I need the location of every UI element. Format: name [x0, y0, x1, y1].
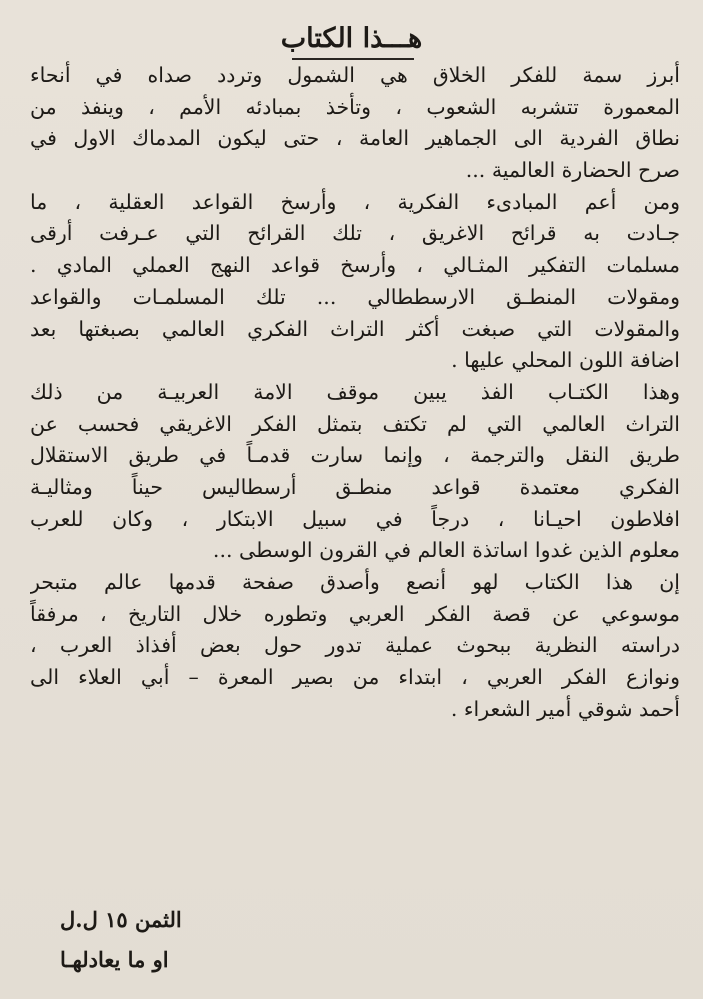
- text-line: نطاق الفردية الى الجماهير العامة ، حتى ليكون المدماك الاول في: [30, 126, 680, 151]
- text-line: طريق النقل والترجمة ، وإنما سارت قدمـاً في طريق الاستقلال: [30, 443, 680, 468]
- text-line: إن هذا الكتاب لهو أنصع وأصدق صفحة قدمها عالم متبحر: [30, 570, 680, 594]
- page-title: هـــذا الكتاب: [280, 23, 423, 54]
- text-line: موسوعي عن قصة الفكر العربي وتطوره خلال التاريخ ، مرفقاً: [30, 601, 680, 626]
- text-line: الفكري معتمدة قواعد منطـق أرسطاليس حيناً ومثاليـة: [30, 474, 680, 499]
- price-block: [60, 900, 240, 980]
- text-line: افلاطون احيـانا ، درجاً في سبيل الابتكار ، وكان للعرب: [30, 506, 680, 531]
- text-line: ومقولات المنطـق الارسططالي ... تلك المسلمـات والقواعد: [30, 284, 680, 309]
- text-line: معلوم الذين غدوا اساتذة العالم في القرون الوسطى ...: [212, 538, 680, 563]
- text-line: اضافة اللون المحلي عليها .: [451, 348, 680, 373]
- text-line: مسلمات التفكير المثـالي ، وأرسخ قواعد النهج العملي المادي .: [30, 253, 680, 278]
- text-line: أبرز سمة للفكر الخلاق هي الشمول وتردد صداه في أنحاء: [30, 63, 680, 87]
- text-line: ونوازع الفكر العربي ، ابتداء من بصير المعرة – أبي العلاء الى: [30, 665, 680, 690]
- text-line: التراث العالمي التي لم تكتف بتمثل الفكر الاغريقي فحسب عن: [30, 411, 680, 436]
- text-line: أحمد شوقي أمير الشعراء .: [450, 696, 680, 721]
- text-line: دراسته النظرية ببحوث عملية تدور حول بعض أفذاذ العرب ،: [30, 633, 680, 658]
- text-line: صرح الحضارة العالمية ...: [465, 158, 680, 183]
- price-label: الثمن ١٥ ل.ل: [60, 907, 182, 932]
- price-equivalent: او ما يعادلهـا: [60, 947, 169, 972]
- text-line: جـادت به قرائح الاغريق ، تلك القرائح التي عـرفت أرقى: [30, 221, 680, 246]
- blurb-text: [30, 60, 680, 725]
- text-line: المعمورة تتشربه الشعوب ، وتأخذ بمبادئه الأمم ، وينفذ من: [30, 94, 680, 119]
- text-line: ومن أعم المبادىء الفكرية ، وأرسخ القواعد العقلية ، ما: [30, 189, 680, 214]
- text-line: والمقولات التي صبغت أكثر التراث الفكري العالمي بصبغتها بعد: [30, 316, 680, 341]
- text-line: وهذا الكتـاب الفذ يبين موقف الامة العربيـة من ذلك: [30, 379, 680, 404]
